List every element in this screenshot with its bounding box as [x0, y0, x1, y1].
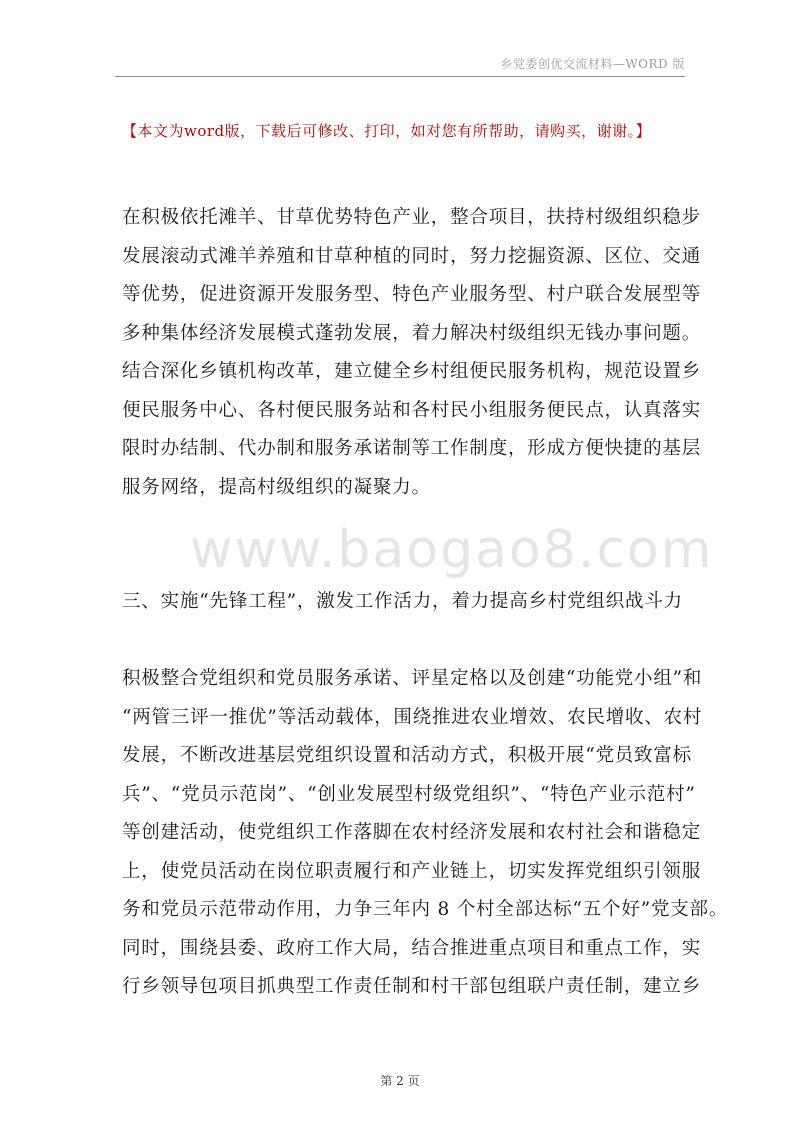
page-number: 第 2 页 [380, 1074, 420, 1088]
paragraph-1 [122, 199, 702, 507]
paragraph-line: 上，使党员活动在岗位职责履行和产业链上，切实发挥党组织引领服 [122, 860, 702, 882]
download-notice: 【本文为word版，下载后可修改、打印，如对您有所帮助，请购买，谢谢。】 [122, 122, 652, 140]
paragraph-line: 多种集体经济发展模式蓬勃发展，着力解决村级组织无钱办事问题。 [122, 322, 702, 344]
paragraph-line: 兵”、“党员示范岗”、“创业发展型村级党组织”、“特色产业示范村” [122, 783, 696, 805]
header-divider [115, 76, 685, 77]
paragraph-line: 等创建活动，使党组织工作落脚在农村经济发展和农村社会和谐稳定 [122, 822, 702, 843]
paragraph-line: 务和党员示范带动作用，力争三年内 8 个村全部达标“五个好”党支部。 [122, 899, 729, 920]
paragraph-line: 积极整合党组织和党员服务承诺、评星定格以及创建“功能党小组”和 [122, 668, 703, 689]
document-header-title: 乡党委创优交流材料—WORD 版 [500, 57, 685, 71]
paragraph-line: 发展，不断改进基层党组织设置和活动方式，积极开展“党员致富标 [122, 745, 692, 766]
paragraph-line: 便民服务中心、各村便民服务站和各村民小组服务便民点，认真落实 [122, 399, 702, 421]
paragraph-2 [122, 660, 729, 1007]
paragraph-line: 在积极依托滩羊、甘草优势特色产业，整合项目，扶持村级组织稳步 [122, 207, 702, 228]
paragraph-line: 服务网络，提高村级组织的凝聚力。 [122, 476, 431, 498]
paragraph-line: 结合深化乡镇机构改革，建立健全乡村组便民服务机构，规范设置乡 [122, 361, 702, 382]
paragraph-line: 同时，围绕县委、政府工作大局，结合推进重点项目和重点工作，实 [122, 937, 702, 959]
section-heading-3 [122, 583, 692, 622]
paragraph-line: 限时办结制、代办制和服务承诺制等工作制度，形成方便快捷的基层 [122, 438, 702, 459]
paragraph-line: 等优势，促进资源开发服务型、特色产业服务型、村户联合发展型等 [122, 284, 702, 305]
paragraph-line: 发展滚动式滩羊养殖和甘草种植的同时，努力挖掘资源、区位、交通 [122, 245, 702, 267]
section-heading-text: 三、实施“先锋工程”，激发工作活力，着力提高乡村党组织战斗力 [122, 591, 683, 612]
paragraph-line: “两管三评一推优”等活动载体，围绕推进农业增效、农民增收、农村 [122, 706, 703, 728]
paragraph-line: 行乡领导包项目抓典型工作责任制和村干部包组联户责任制，建立乡 [122, 976, 702, 997]
watermark-text: www.baogao8.com [190, 520, 714, 580]
